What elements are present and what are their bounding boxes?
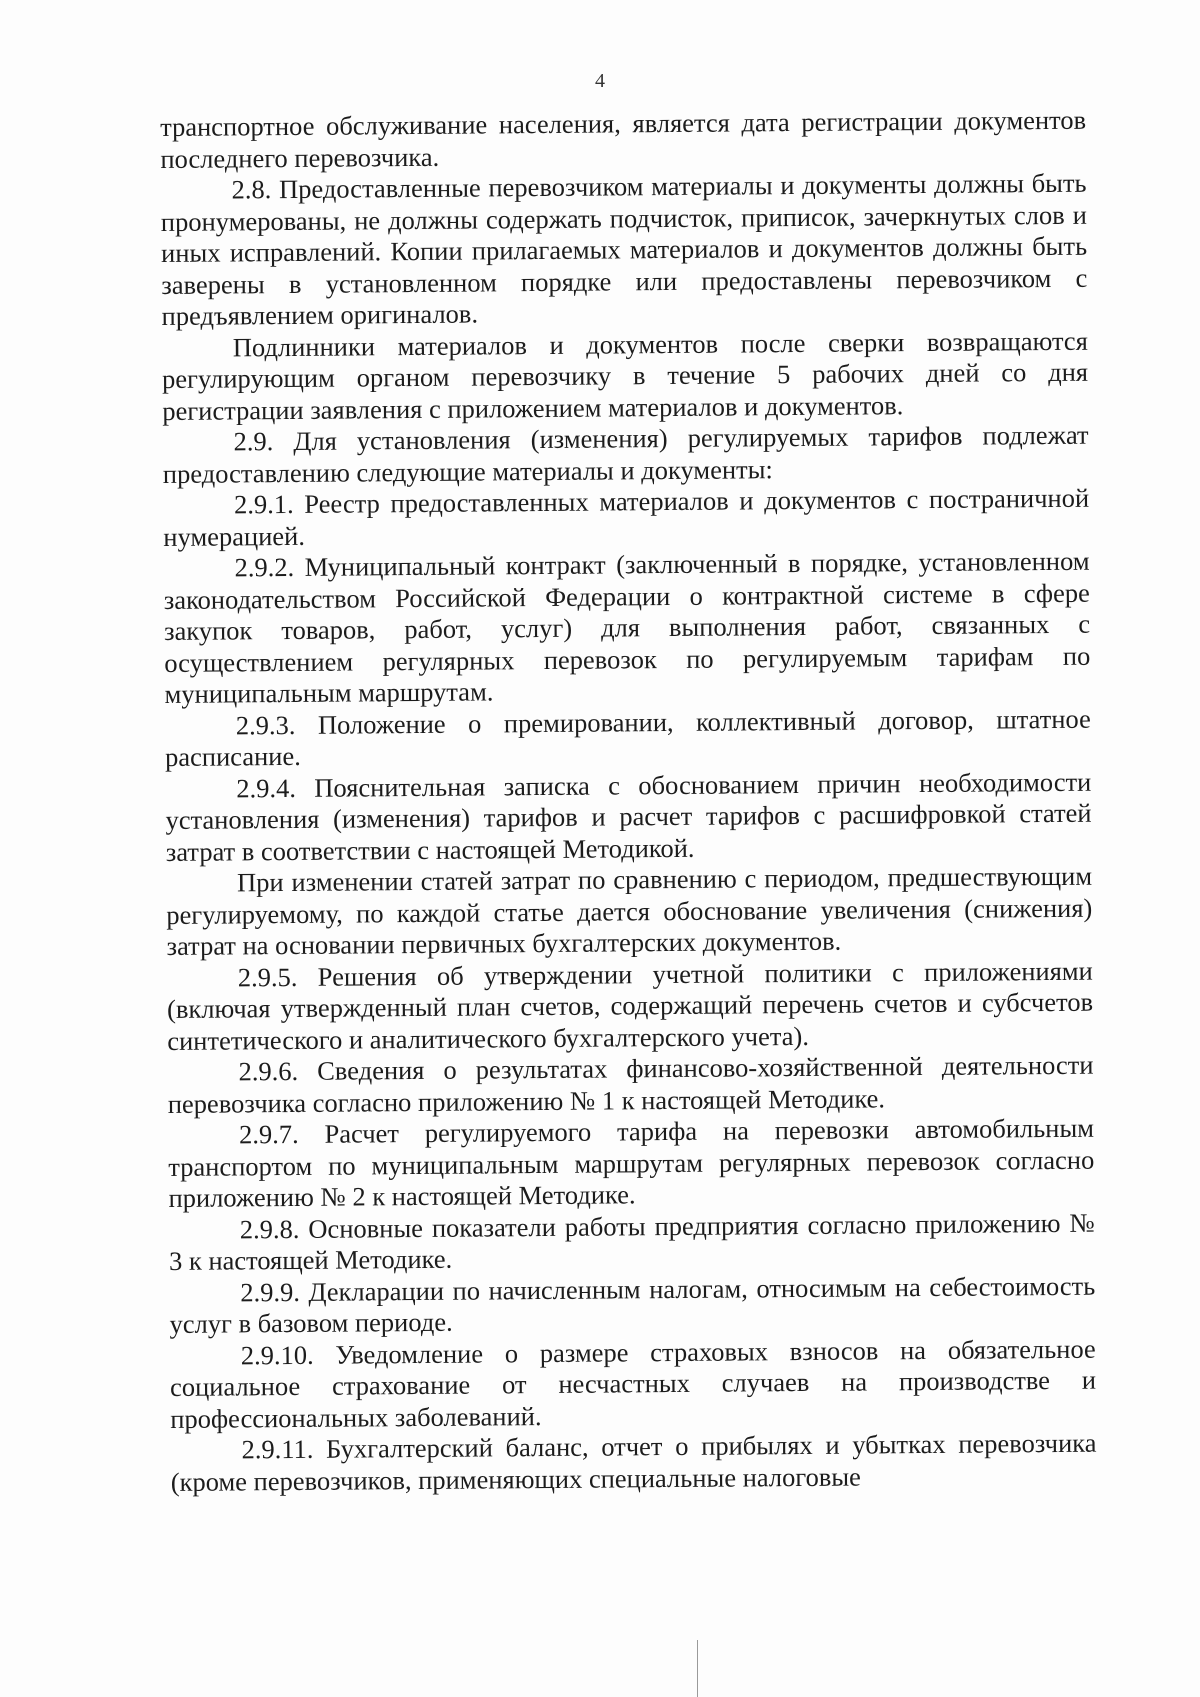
paragraph-2-9-5: 2.9.5. Решения об утверждении учетной политики с приложениями (включая утвержденный план счетов, содержащий перечень счетов и субсчетов синтетического и аналитического бухгалтерского учета). (166, 955, 1094, 1056)
paragraph-2-9-9: 2.9.9. Декларации по начисленным налогам, относимым на себестоимость услуг в базовом периоде. (169, 1270, 1096, 1339)
paragraph-cost-change: При изменении статей затрат по сравнению с периодом, предшествующим регулируемому, по каждой статье дается обоснование увеличения (снижения) затрат на основании первичных бухгалтерских документов. (166, 860, 1093, 961)
scan-fold-mark (697, 1640, 698, 1697)
document-body (160, 105, 1097, 1498)
paragraph-2-9-8: 2.9.8. Основные показатели работы предприятия согласно приложению № 3 к настоящей Методике. (168, 1207, 1095, 1276)
page-number: 4 (595, 70, 605, 92)
paragraph-2-9: 2.9. Для установления (изменения) регулируемых тарифов подлежат предоставлению следующие материалы и документы: (162, 419, 1089, 489)
paragraph-2-9-11: 2.9.11. Бухгалтерский баланс, отчет о прибылях и убытках перевозчика (кроме перевозчиков, применяющих специальные налоговые (170, 1427, 1097, 1497)
paragraph-2-8: 2.8. Предоставленные перевозчиком материалы и документы должны быть пронумерованы, не должны содержать подчисток, приписок, зачеркнутых слов и иных исправлений. Копии прилагаемых материалов и документов должны быть заверены в установленном порядке или предоставлены перевозчиком с предъявлением оригиналов. (160, 167, 1088, 331)
paragraph-2-9-6: 2.9.6. Сведения о результатах финансово-хозяйственной деятельности перевозчика согласно приложению № 1 к настоящей Методике. (167, 1049, 1094, 1119)
paragraph-originals: Подлинники материалов и документов после сверки возвращаются регулирующим органом перевозчику в течение 5 рабочих дней со дня регистрации заявления с приложением материалов и документов. (161, 325, 1089, 426)
paragraph-2-9-10: 2.9.10. Уведомление о размере страховых взносов на обязательное социальное страхование от несчастных случаев на производстве и профессиональных заболеваний. (169, 1333, 1097, 1434)
paragraph-2-9-3: 2.9.3. Положение о премировании, коллективный договор, штатное расписание. (164, 703, 1091, 772)
paragraph-2-9-4: 2.9.4. Пояснительная записка с обоснованием причин необходимости установления (изменения) тарифов и расчет тарифов с расшифровкой статей затрат в соответствии с настоящей Методикой. (165, 766, 1092, 867)
paragraph-2-9-2: 2.9.2. Муниципальный контракт (заключенный в порядке, установленном законодательством Российской Федерации о контрактной системе в сфере закупок товаров, работ, услуг) для выполнения работ, связанных с осуществлением регулярных перевозок по регулируемым тарифам по муниципальным маршрутам. (163, 545, 1091, 709)
paragraph-2-9-7: 2.9.7. Расчет регулируемого тарифа на перевозки автомобильным транспортом по муниципальным маршрутам регулярных перевозок согласно приложению № 2 к настоящей Методике. (168, 1112, 1095, 1213)
paragraph-2-9-1: 2.9.1. Реестр предоставленных материалов и документов с постраничной нумерацией. (163, 482, 1090, 552)
paragraph-continuation: транспортное обслуживание населения, является дата регистрации документов последнего перевозчика. (160, 104, 1087, 174)
